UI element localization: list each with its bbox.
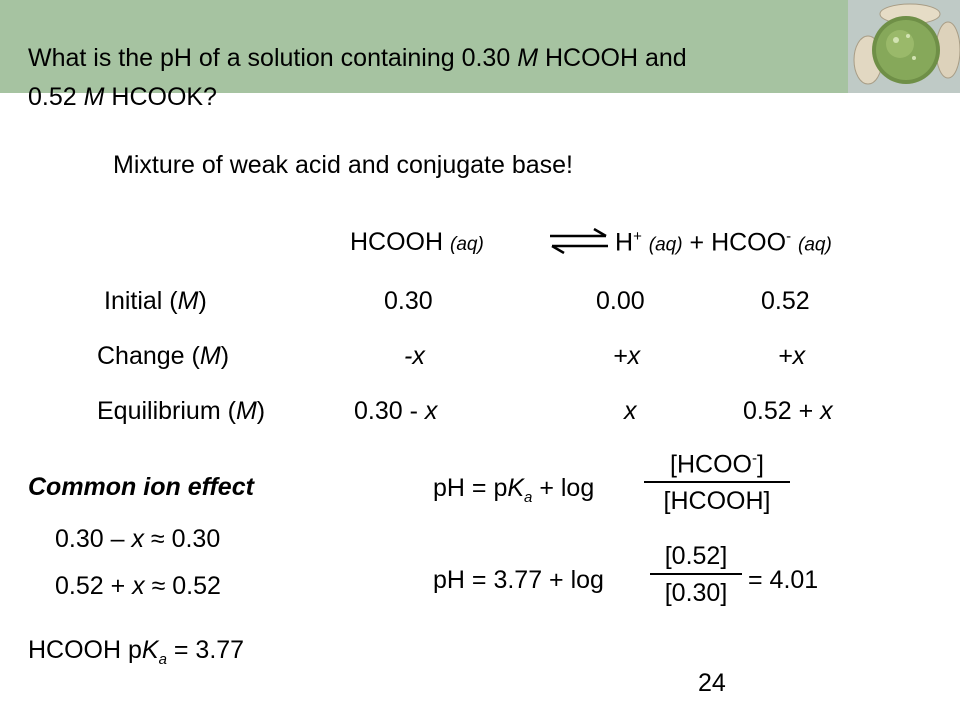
- equation1-fraction: [644, 450, 790, 516]
- question-text: What is the pH of a solution containing 0.30: [28, 44, 518, 72]
- text: ]: [757, 450, 764, 479]
- initial-h: 0.00: [596, 287, 645, 315]
- value: 0.30 –: [55, 525, 132, 553]
- formate-ion: + HCOO: [682, 228, 787, 257]
- question-line-2: [28, 80, 217, 114]
- text: [HCOO: [670, 450, 752, 479]
- equilibrium-base: [743, 397, 833, 426]
- question-text: 0.52: [28, 83, 84, 111]
- change-base: +x: [778, 342, 806, 370]
- charge: +: [633, 228, 642, 245]
- label-text: Change (: [97, 342, 200, 370]
- change-h: +x: [613, 342, 641, 370]
- initial-acid: 0.30: [384, 287, 433, 315]
- equation2-result: = 4.01: [748, 566, 819, 594]
- label-text: Equilibrium (: [97, 397, 236, 425]
- label-text: ): [256, 397, 266, 425]
- approximation-2: [55, 572, 221, 601]
- pollen-grain-image: [848, 0, 960, 93]
- initial-base: 0.52: [761, 287, 810, 315]
- question-line-1: [28, 41, 687, 75]
- text: + log: [532, 474, 595, 502]
- equilibrium-arrows-icon: [548, 228, 610, 254]
- value: 0.52 +: [55, 572, 133, 600]
- unit: M: [235, 397, 257, 425]
- denominator: [HCOOH]: [663, 487, 771, 516]
- approximation-1: [55, 525, 220, 554]
- subtitle: Mixture of weak acid and conjugate base!: [113, 151, 573, 179]
- equilibrium-label: [97, 397, 265, 426]
- question-text: HCOOH and: [538, 44, 687, 72]
- initial-label: [104, 287, 207, 316]
- value: ≈ 0.30: [143, 525, 221, 553]
- equation1-lhs: [433, 474, 594, 506]
- equilibrium-h: x: [624, 397, 637, 425]
- charge: -: [786, 228, 792, 245]
- hydrogen-ion: H: [615, 228, 634, 257]
- state-label: (aq): [450, 234, 484, 255]
- molar-unit: M: [517, 44, 539, 72]
- variable: x: [132, 572, 145, 600]
- reactant: [350, 228, 484, 257]
- numerator: [0.52]: [650, 542, 742, 575]
- products: [615, 228, 832, 257]
- charge: -: [752, 450, 757, 467]
- variable: x: [820, 397, 833, 425]
- molar-unit: M: [83, 83, 105, 111]
- variable: K: [141, 636, 159, 664]
- text: HCOOH p: [28, 636, 142, 664]
- question-text: HCOOK?: [104, 83, 217, 111]
- text: pH = p: [433, 474, 508, 502]
- equation2-fraction: [650, 542, 742, 608]
- text: = 3.77: [166, 636, 245, 664]
- pka-value: [28, 636, 244, 668]
- value: ≈ 0.52: [144, 572, 221, 600]
- variable: K: [507, 474, 525, 502]
- label-text: ): [220, 342, 230, 370]
- label-text: ): [198, 287, 207, 315]
- equilibrium-acid: [354, 397, 437, 426]
- label-text: Initial (: [104, 287, 178, 315]
- subscript: a: [158, 651, 167, 668]
- subscript: a: [524, 489, 533, 506]
- change-acid: -x: [404, 342, 425, 370]
- variable: x: [131, 525, 144, 553]
- page-number: 24: [698, 669, 726, 697]
- denominator: [0.30]: [664, 579, 728, 607]
- change-label: [97, 342, 229, 371]
- common-ion-heading: Common ion effect: [28, 473, 254, 501]
- unit: M: [177, 287, 199, 315]
- reactant-formula: HCOOH: [350, 228, 450, 256]
- state-label: (aq): [798, 234, 832, 256]
- equation2-lhs: pH = 3.77 + log: [433, 566, 604, 594]
- unit: M: [199, 342, 221, 370]
- numerator: [644, 450, 790, 483]
- value: 0.30 -: [354, 397, 425, 425]
- value: 0.52 +: [743, 397, 821, 425]
- state-label: (aq): [648, 234, 683, 256]
- variable: x: [424, 397, 438, 425]
